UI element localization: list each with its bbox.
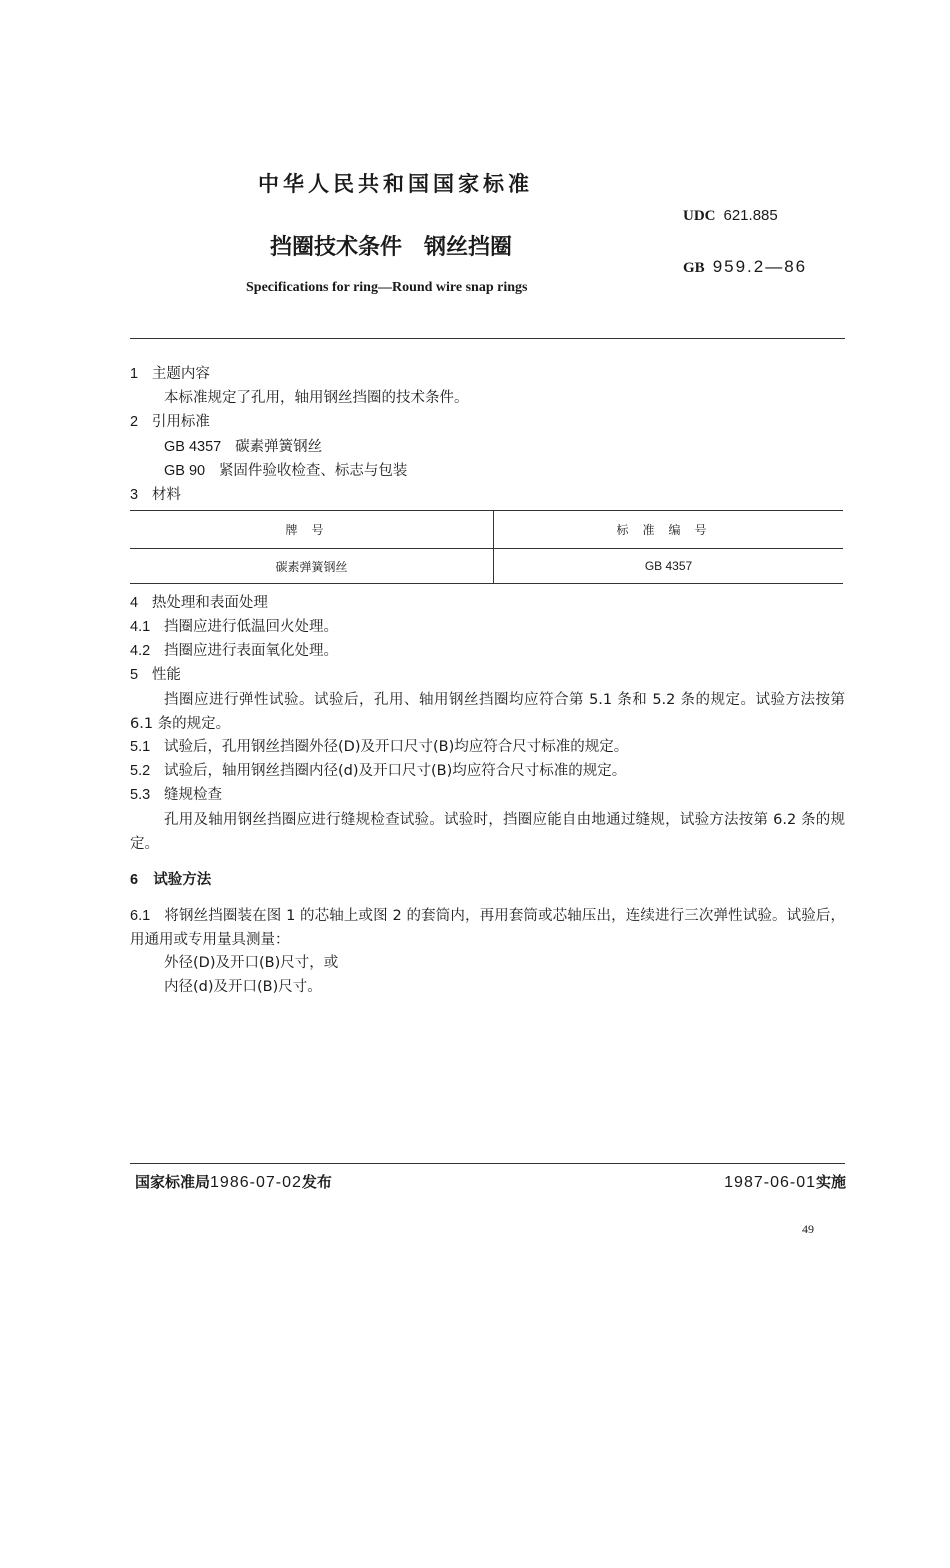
clause-number: 6.1 — [130, 908, 151, 924]
clause-5-3 — [130, 785, 222, 805]
section-1-text: 本标准规定了孔用，轴用钢丝挡圈的技术条件。 — [164, 390, 469, 406]
reference-name: 紧固件验收检查、标志与包装 — [218, 463, 408, 479]
section-number: 4 — [130, 595, 139, 611]
section-title: 性能 — [151, 667, 181, 683]
section-title: 主题内容 — [151, 366, 210, 382]
section-6-heading — [130, 870, 211, 890]
reference-code: GB 4357 — [164, 439, 222, 455]
gb-label: GB — [683, 260, 705, 276]
section-number: 2 — [130, 414, 139, 430]
effective-date: 1987-06-01 — [724, 1174, 816, 1191]
effective-suffix: 实施 — [815, 1173, 846, 1191]
clause-5-1 — [130, 737, 628, 757]
clause-text: 挡圈应进行低温回火处理。 — [164, 619, 338, 635]
section-number: 5 — [130, 667, 139, 683]
table-header-row — [130, 511, 843, 549]
section-number: 1 — [130, 366, 139, 382]
section-title: 引用标准 — [151, 414, 210, 430]
issue-suffix: 发布 — [301, 1173, 332, 1191]
issue-organization: 国家标准局 — [135, 1173, 211, 1191]
section-number: 6 — [130, 872, 139, 888]
measurement-line-2: 内径(d)及开口(B)尺寸。 — [164, 979, 322, 995]
section-1-heading — [130, 364, 210, 384]
clause-4-2 — [130, 641, 338, 661]
clause-number: 5.3 — [130, 787, 151, 803]
cell-grade: 碳素弹簧钢丝 — [130, 549, 494, 584]
clause-text: 将钢丝挡圈装在图 1 的芯轴上或图 2 的套筒内，再用套筒或芯轴压出，连续进行三次弹性试验。试验后，用通用或专用量具测量： — [130, 908, 846, 948]
clause-text: 试验后，孔用钢丝挡圈外径(D)及开口尺寸(B)均应符合尺寸标准的规定。 — [164, 739, 629, 755]
measurement-line-1: 外径(D)及开口(B)尺寸，或 — [164, 955, 339, 971]
gb-value: 959.2—86 — [712, 257, 808, 276]
issue-info — [135, 1171, 332, 1192]
national-standard-heading: 中华人民共和国国家标准 — [258, 172, 533, 196]
english-title: Specifications for ring—Round wire snap rings — [246, 280, 528, 295]
page-number: 49 — [802, 1222, 814, 1236]
reference-name: 碳素弹簧钢丝 — [235, 439, 323, 455]
column-header-grade: 牌号 — [130, 511, 494, 549]
header-divider — [130, 338, 845, 339]
gb-code — [683, 257, 807, 277]
clause-number: 4.2 — [130, 643, 151, 659]
material-table — [130, 510, 843, 584]
section-3-heading — [130, 485, 181, 505]
section-title: 试验方法 — [153, 872, 212, 888]
table-row — [130, 549, 843, 584]
section-4-heading — [130, 593, 268, 613]
clause-number: 5.2 — [130, 763, 151, 779]
udc-value: 621.885 — [723, 207, 778, 224]
footer-divider — [130, 1163, 845, 1164]
effective-info — [724, 1171, 846, 1192]
clause-title: 缝规检查 — [164, 787, 222, 803]
column-header-standard-number: 标准编号 — [494, 511, 844, 549]
reference-gb4357 — [164, 437, 322, 457]
section-title: 材料 — [151, 487, 181, 503]
clause-5-3-text: 孔用及轴用钢丝挡圈应进行缝规检查试验。试验时，挡圈应能自由地通过缝规，试验方法按第 6.2 条的规定。 — [130, 812, 845, 852]
document-title: 挡圈技术条件 钢丝挡圈 — [270, 235, 513, 260]
reference-code: GB 90 — [164, 463, 206, 479]
cell-standard-number: GB 4357 — [494, 549, 844, 584]
section-number: 3 — [130, 487, 139, 503]
section-5-heading — [130, 665, 181, 685]
clause-number: 4.1 — [130, 619, 151, 635]
udc-code — [683, 206, 778, 225]
clause-5-2 — [130, 761, 626, 781]
section-5-intro: 挡圈应进行弹性试验。试验后，孔用、轴用钢丝挡圈均应符合第 5.1 条和 5.2 条的规定。试验方法按第 6.1 条的规定。 — [130, 692, 845, 732]
clause-text: 试验后，轴用钢丝挡圈内径(d)及开口尺寸(B)均应符合尺寸标准的规定。 — [164, 763, 627, 779]
clause-text: 挡圈应进行表面氧化处理。 — [164, 643, 338, 659]
issue-date: 1986-07-02 — [210, 1174, 302, 1191]
section-title: 热处理和表面处理 — [151, 595, 268, 611]
clause-6-1 — [130, 904, 845, 952]
clause-4-1 — [130, 617, 338, 637]
udc-label: UDC — [683, 208, 716, 224]
reference-gb90 — [164, 461, 407, 481]
clause-number: 5.1 — [130, 739, 151, 755]
section-2-heading — [130, 412, 210, 432]
